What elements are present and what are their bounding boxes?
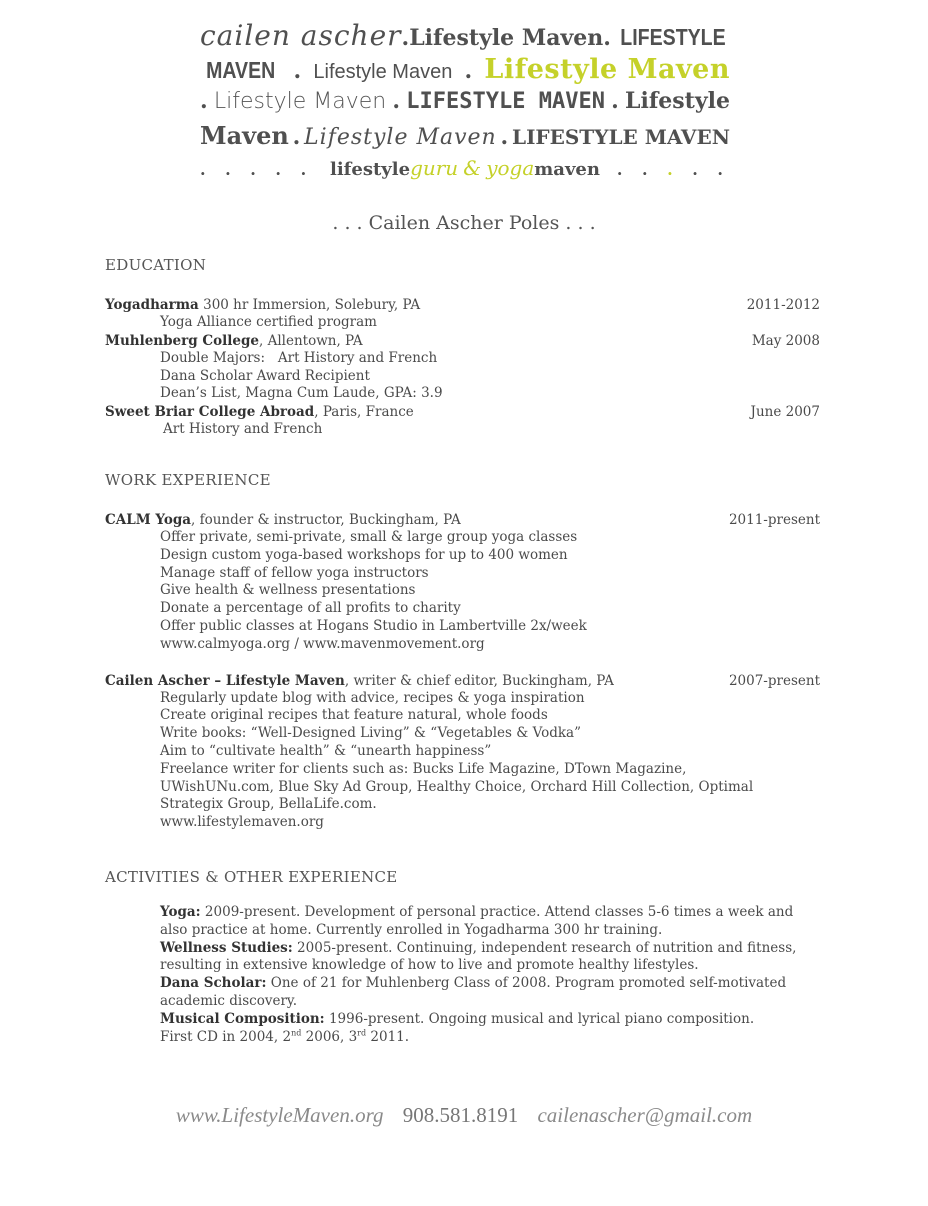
banner-line-1: cailen ascher . Lifestyle Maven . LIFESTYLE	[200, 19, 726, 52]
banner-text: cailen ascher	[200, 19, 402, 52]
website-link[interactable]: www.LifestyleMaven.org	[175, 1103, 384, 1127]
tagline: lifestyleguru & yogamaven	[329, 156, 600, 180]
work-entry: CALM Yoga, founder & instructor, Buckingham, PA 2011-present	[105, 512, 820, 528]
education-entry: Yogadharma 300 hr Immersion, Solebury, PA 2011-2012	[105, 297, 820, 313]
section-heading: ACTIVITIES & OTHER EXPERIENCE	[105, 868, 398, 886]
activities-section	[105, 868, 820, 1046]
entry-date: 2011-2012	[746, 297, 820, 313]
banner-text: MAVEN	[206, 57, 276, 83]
entry-date: May 2008	[751, 332, 820, 349]
banner-text: LIFESTYLE	[620, 24, 726, 50]
website-link[interactable]: www.calmyoga.org / www.mavenmovement.org	[160, 635, 485, 652]
activity-item: Dana Scholar: One of 21 for Muhlenberg Class of 2008. Program promoted self-motivated academic discovery.	[160, 975, 787, 1009]
education-entry: Sweet Briar College Abroad, Paris, France June 2007	[105, 404, 820, 421]
banner-line-3: . Lifestyle Maven . LIFESTYLE MAVEN . Lifestyle	[200, 88, 730, 114]
section-heading: EDUCATION	[105, 256, 207, 274]
banner-text: LIFESTYLE MAVEN	[512, 125, 730, 149]
activity-item: Wellness Studies: 2005-present. Continuing, independent research of nutrition and fitness, resulting in extensive knowledge of how to live and promote healthy lifestyles.	[160, 939, 797, 974]
entry-date: 2011-present	[728, 512, 820, 528]
section-heading: WORK EXPERIENCE	[105, 471, 271, 489]
resume-name-title: . . . Cailen Ascher Poles . . .	[332, 212, 596, 234]
entry-date: June 2007	[750, 404, 820, 421]
lifestyle-maven-banner-logo	[200, 19, 730, 184]
activity-item: Yoga: 2009-present. Development of personal practice. Attend classes 5-6 times a week and also practice at home. Currently enrolled in Yogadharma 300 hr training.	[160, 904, 794, 938]
education-section: EDUCATION Yogadharma 300 hr Immersion, Solebury, PA 2011-2012 Yoga Alliance certified program Muhlenberg College, Allentown, PA May 2008 Double Majors: Art History and French Dana Scholar Award Recipient Dean’s List, Magna Cum Laude, GPA: 3.9 Sweet Briar College Abroad, Paris, France June 2007 Art History and French	[105, 256, 820, 438]
website-link[interactable]: www.lifestylemaven.org	[160, 814, 324, 831]
banner-text: Lifestyle Maven	[313, 61, 453, 83]
education-entry: Muhlenberg College, Allentown, PA May 2008	[105, 332, 820, 349]
banner-line-2: MAVEN . Lifestyle Maven . Lifestyle Maven	[206, 54, 730, 85]
banner-text: Lifestyle Maven	[409, 25, 604, 51]
banner-text: Lifestyle Maven	[304, 125, 497, 150]
phone-number: 908.581.8191	[402, 1103, 519, 1127]
banner-text: Lifestyle Maven	[213, 89, 387, 114]
work-entry: Cailen Ascher – Lifestyle Maven, writer & chief editor, Buckingham, PA 2007-present	[105, 672, 820, 689]
activity-item: Musical Composition: 1996-present. Ongoing musical and lyrical piano composition. First CD in 2004, 2nd 2006, 3rd 2011.	[160, 1010, 755, 1045]
banner-text-highlight: Lifestyle Maven	[484, 54, 730, 85]
email-link[interactable]: cailenascher@gmail.com	[537, 1103, 753, 1127]
highlight-dot: .	[667, 160, 680, 179]
contact-footer	[0, 1103, 928, 1128]
banner-text: Maven	[200, 121, 289, 150]
entry-date: 2007-present	[728, 672, 820, 689]
banner-line-4: Maven . Lifestyle Maven . LIFESTYLE MAVEN	[200, 121, 730, 150]
banner-line-5: . . . . . lifestyleguru & yogamaven . . . . .	[200, 156, 730, 180]
banner-text: Lifestyle	[625, 88, 730, 114]
banner-text: LIFESTYLE MAVEN	[406, 89, 605, 114]
work-experience-section: WORK EXPERIENCE CALM Yoga, founder & instructor, Buckingham, PA 2011-present Offer private, semi-private, small & large group yoga classes Design custom yoga-based workshops for up to 400 women Manage staff of fellow yoga instructors Give health & wellness presentations Donate a percentage of all profits to charity Offer public classes at Hogans Studio in Lambertville 2x/week www.calmyoga.org / www.mavenmovement.org Cailen Ascher – Lifestyle Maven, writer & chief editor, Buckingham, PA 2007-present Regularly update blog with advice, recipes & yoga inspiration Create original recipes that feature natural, whole foods Write books: “Well-Designed Living” & “Vegetables & Vodka” Aim to “cultivate health” & “unearth happiness” Freelance writer for clients such as: Bucks Life Magazine, DTown Magazine, UWishUNu.com, Blue Sky Ad Group, Healthy Choice, Orchard Hill Collection, Optimal Strategix Group, BellaLife.com. www.lifestylemaven.org	[105, 471, 820, 831]
